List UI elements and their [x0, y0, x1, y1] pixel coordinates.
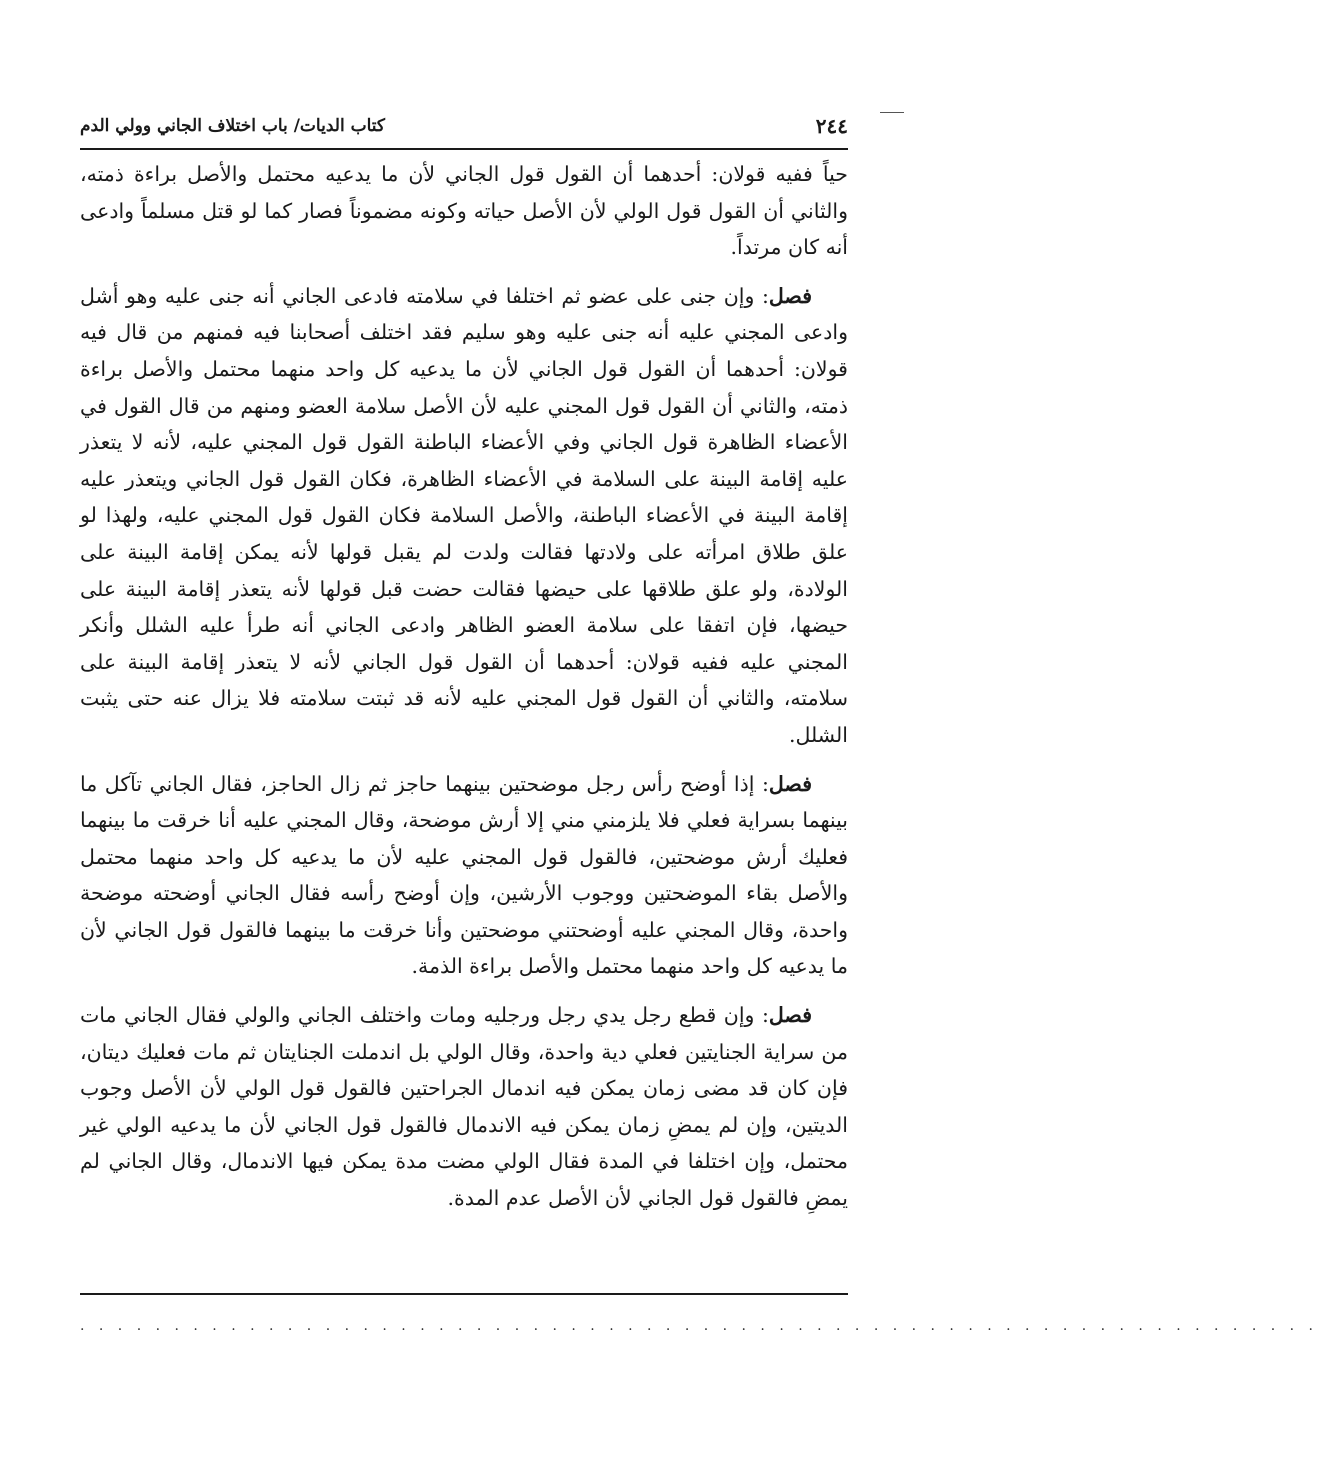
footer-rule — [80, 1293, 848, 1295]
header-rule — [80, 148, 848, 150]
paragraph — [80, 278, 848, 754]
paragraph-text: : إذا أوضح رأس رجل موضحتين بينهما حاجز ثم زال الحاجز، فقال الجاني تآكل ما بينهما بسراية فعلي فلا يلزمني مني إلا أرش موضحة، وقال المجني عليه أنا خرقت ما بينهما فعليك أرش موضحتين، فالقول قول المجني عليه لأن ما يدعيه كل واحد منهما محتمل والأصل بقاء الموضحتين ووجوب الأرشين، وإن أوضح رأسه فقال الجاني أوضحته موضحة واحدة، وقال المجني عليه أوضحتني موضحتين وأنا خرقت ما بينهما فالقول قول الجاني لأن ما يدعيه كل واحد منهما محتمل والأصل براءة الذمة. — [80, 771, 848, 979]
page-number: ٢٤٤ — [815, 114, 848, 138]
page-corner-mark — [880, 112, 904, 113]
section-label: فصل — [768, 1003, 812, 1028]
paragraph — [80, 997, 848, 1217]
paragraph-text: : وإن جنى على عضو ثم اختلفا في سلامته فادعى الجاني أنه جنى عليه وهو أشل وادعى المجني عليه أنه جنى عليه وهو سليم فقد اختلف أصحابنا فيه فمنهم من قال فيه قولان: أحدهما أن القول قول الجاني لأن ما يدعيه كل واحد منهما محتمل والأصل براءة ذمته، والثاني أن القول قول المجني عليه لأن الأصل سلامة العضو ومنهم من قال القول في الأعضاء الظاهرة قول الجاني وفي الأعضاء الباطنة القول قول المجني عليه، لأنه لا يتعذر عليه إقامة البينة على السلامة في الأعضاء الظاهرة، فكان القول قول الجاني ويتعذر عليه إقامة البينة في الأعضاء الباطنة، والأصل السلامة فكان القول قول المجني عليه، ولهذا لو علق طلاق امرأته على ولادتها فقالت ولدت لم يقبل قولها لأنه يمكن إقامة البينة على الولادة، ولو علق طلاقها على حيضها فقالت حضت قبل قولها لأنه يتعذر إقامة البينة على حيضها، فإن اتفقا على سلامة العضو الظاهر وادعى الجاني أنه طرأ عليه الشلل وأنكر المجني عليه ففيه قولان: أحدهما أن القول قول الجاني لأنه لا يتعذر إقامة البينة على سلامته، والثاني أن القول قول المجني عليه لأنه قد ثبتت سلامته فلا يزال عنه حتى يثبت الشلل. — [80, 283, 848, 747]
section-label: فصل — [768, 283, 812, 308]
paragraph-text: : وإن قطع رجل يدي رجل ورجليه ومات واختلف الجاني والولي فقال الجاني مات من سراية الجنايتين فعلي دية واحدة، وقال الولي بل اندملت الجنايتان ثم مات فعليك ديتان، فإن كان قد مضى زمان يمكن فيه اندمال الجراحتين فالقول قول الولي لأن الأصل وجوب الديتين، وإن لم يمضِ زمان يمكن فيه الاندمال فالقول قول الجاني لأن ما يدعيه الولي غير محتمل، وإن اختلفا في المدة فقال الولي مضت مدة يمكن فيها الاندمال، وقال الجاني لم يمضِ فالقول قول الجاني لأن الأصل عدم المدة. — [80, 1003, 848, 1211]
running-title: كتاب الديات/ باب اختلاف الجاني وولي الدم — [80, 116, 385, 136]
footer-dots: . . . . . . . . . . . . . . . . . . . . . . . . . . . . . . . . . . . . . . . . . . . . . . . . . . . . . . . . . . . . . . . . . . — [80, 1318, 1318, 1334]
paragraph — [80, 766, 848, 986]
body-text — [80, 156, 848, 1229]
section-label: فصل — [768, 771, 812, 796]
page-header — [80, 110, 848, 146]
paragraph — [80, 156, 848, 266]
paragraph-text: حياً ففيه قولان: أحدهما أن القول قول الجاني لأن ما يدعيه محتمل والأصل براءة ذمته، والثاني أن القول قول الولي لأن الأصل حياته وكونه مضموناً فصار كما لو قتل مسلماً وادعى أنه كان مرتداً. — [80, 162, 848, 260]
